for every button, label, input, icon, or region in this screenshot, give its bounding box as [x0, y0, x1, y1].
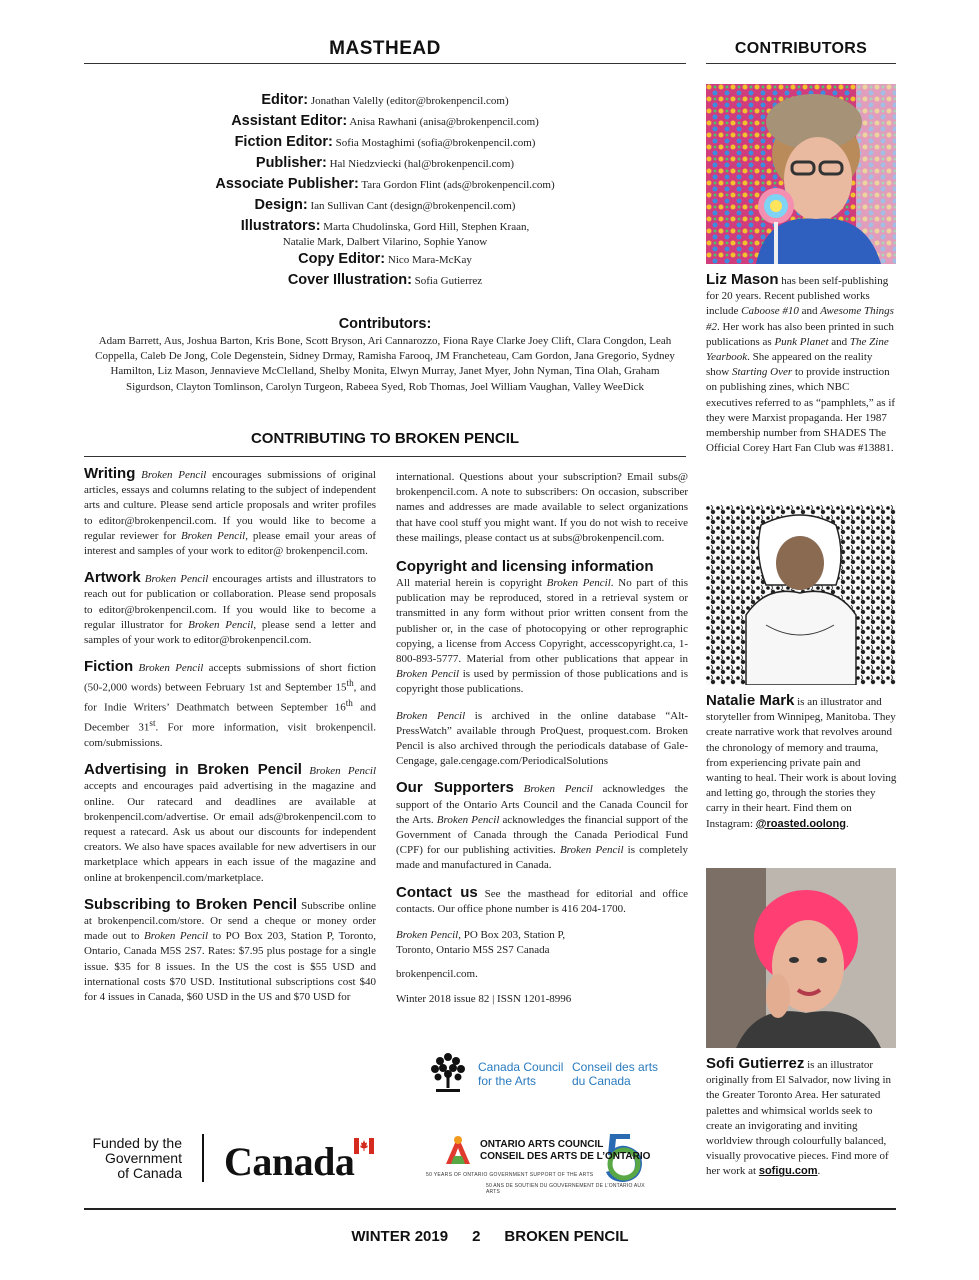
- credit-role: Publisher:: [255, 155, 327, 171]
- subscribing-text: Subscribe online at brokenpencil.com/store. Or send a cheque or money order made out to: [84, 899, 376, 943]
- funded-by-government: [84, 1136, 182, 1181]
- copyright-paragraph: [396, 557, 688, 698]
- mailing-address: [396, 928, 688, 958]
- fiction-text: accepts submissions of short fiction (50-2,000 words) between February 1st and September 15: [84, 662, 377, 695]
- bio-text: .: [845, 817, 849, 830]
- fiction-heading: Fiction: [84, 658, 134, 676]
- instagram-handle-link[interactable]: @roasted.oolong: [755, 817, 846, 830]
- address-line: Toronto, Ontario M5S 2S7 Canada: [396, 944, 550, 957]
- magazine-name: Broken Pencil: [396, 668, 460, 681]
- logo-text: for the Arts: [478, 1074, 537, 1088]
- logo-text: ONTARIO ARTS COUNCIL: [480, 1139, 604, 1150]
- sofi-gutierrez-photo: [706, 868, 896, 1048]
- credit-role: Cover Illustration:: [287, 272, 412, 288]
- subscribing-paragraph: [84, 897, 376, 1005]
- fiction-text: , and for Indie Writers’ Deathmatch between September 16: [84, 682, 376, 714]
- magazine-name: Broken Pencil: [396, 709, 466, 722]
- website-link[interactable]: sofigu.com: [758, 1165, 818, 1178]
- supporters-paragraph: [396, 780, 688, 873]
- work-title: Caboose #10: [741, 305, 799, 318]
- copyright-text: . No part of this publication may be reproduced, stored in a retrieval system or transmitted in any form without prior written consent from the publisher or, in the case of photocopying or other reprographic copying, a license from Access Copyright, accesscopyright.ca, 1-800-893-5777. Material from other publications that appear in: [396, 577, 688, 666]
- work-title: The Zine Yearbook: [706, 335, 889, 364]
- credit-role: Design:: [254, 197, 308, 213]
- credit-names: Sofia Mostaghimi (sofia@brokenpencil.com): [335, 137, 536, 149]
- contributors-block: [84, 316, 686, 395]
- credit-names: Anisa Rawhani (anisa@brokenpencil.com): [349, 116, 539, 128]
- liz-mason-photo: [706, 84, 896, 264]
- magazine-name: Broken Pencil: [546, 577, 611, 590]
- divider: [202, 1134, 204, 1182]
- credit-role: Editor:: [261, 92, 309, 108]
- magazine-name: Broken Pencil: [141, 469, 207, 481]
- subscribing-heading: Subscribing to Broken Pencil: [84, 895, 298, 913]
- contributors-list: Adam Barrett, Aus, Joshua Barton, Kris Bone, Scott Bryson, Ari Cannarozzo, Fiona Raye Clarke Joey Clift, Clara Congdon, Leah Coppella, Caleb De Jong, Cole Degenstein, Sidney Drmay, Ramisha Farooq, JM Francheteau, Cam Gordon, Jana Gregorio, Sydney Hamilton, Liz Mason, Jennavieve McClelland, Shelby Monita, Elwyn Murray, Janet Myer, John Nyman, Tina Olah, Graham Sigurdson, Clayton Tomlinson, Carolyn Turgeon, Rabeea Syed, Rob Thomas, Joel William Vaughan, Valley WeeDick: [95, 335, 675, 393]
- sofi-gutierrez-bio: [706, 1056, 898, 1180]
- bio-text: is an illustrator and storyteller from Winnipeg, Manitoba. They create narrative work that revolves around the chronology of memory and trauma, from experiencing private pain and wanting to heal. Their work is about loving and letting go, through the stories they carry in their heart. Find them on Instagram:: [706, 696, 897, 830]
- work-title: Awesome Things #2: [706, 305, 894, 333]
- credit-role: Illustrators:: [240, 218, 321, 234]
- magazine-name: Broken Pencil: [188, 618, 254, 631]
- writing-paragraph: [84, 466, 376, 559]
- work-title: Punk Planet: [774, 335, 829, 348]
- magazine-name: Broken Pencil: [144, 930, 209, 943]
- liz-mason-bio: [706, 272, 898, 456]
- footer-rule: [84, 1208, 896, 1210]
- credit-cover-illustration: [84, 270, 686, 291]
- subscribing-text: to PO Box 203, Station P, Toronto, Ontario, Canada M5S 2S7. Rates: $7.95 plus postage for a single issue. $35 for 8 issues. In the US the cost is $55 USD and international costs $70 USD. Institutional subscriptions cost $40 for 4 issues in Canada, $60 USD in the US and $70 USD for: [84, 930, 377, 1004]
- logo-text: du Canada: [572, 1074, 631, 1088]
- footer-season: WINTER 2019: [351, 1228, 449, 1245]
- canada-flag-icon: [354, 1138, 374, 1154]
- supporters-heading: Our Supporters: [396, 779, 514, 797]
- bio-text: . She appeared on the reality show: [706, 351, 873, 379]
- credit-names: Hal Niedzviecki (hal@brokenpencil.com): [329, 158, 515, 170]
- credit-role: Fiction Editor:: [234, 134, 333, 150]
- supporters-text: acknowledges the financial support of the Government of Canada through the Canada Periodical Fund (CPF) for our publishing activities.: [396, 813, 689, 857]
- credit-copy-editor: [84, 249, 686, 270]
- magazine-name: Broken Pencil: [144, 573, 209, 586]
- credit-names: Jonathan Valelly (editor@brokenpencil.com): [310, 95, 509, 107]
- left-column: [84, 466, 376, 1016]
- sofi-gutierrez-portrait: [706, 868, 896, 1048]
- oac-tagline-fr: 50 ANS DE SOUTIEN DU GOUVERNEMENT DE L’ONTARIO AUX ARTS: [486, 1183, 645, 1195]
- logo-text: Funded by the: [92, 1135, 182, 1151]
- writing-text: encourages submissions of original articles, essays and columns relating to the subject of independent arts and culture. Please send article proposals and writer profiles to editor@brokenpencil.com. If you would like to become a regular reviewer for: [84, 469, 376, 542]
- middle-column: [396, 470, 688, 1016]
- address-line: , PO Box 203, Station P,: [458, 929, 566, 942]
- credit-role: Associate Publisher:: [215, 176, 359, 192]
- advertising-paragraph: [84, 762, 376, 886]
- contributing-rule: [84, 456, 686, 457]
- credit-associate-publisher: [84, 174, 686, 195]
- fiction-text: . For more information, visit brokenpencil. com/submissions.: [84, 721, 376, 750]
- magazine-name: Broken Pencil: [138, 662, 204, 675]
- bio-text: is an illustrator originally from El Salvador, now living in the Greater Toronto Area. Her saturated palettes and whimsical worlds seek to create an invigorating and inviting worldview through colourfully balanced, visually provocative pieces. Find more of her work at: [706, 1059, 892, 1178]
- archive-paragraph: [396, 709, 688, 770]
- magazine-name: Broken Pencil: [180, 529, 246, 542]
- supporters-text: acknowledges the support of the Ontario Arts Council and the Canada Council for the Arts.: [396, 783, 689, 826]
- masthead-rule: [84, 63, 686, 64]
- canada-council-french: [572, 1060, 658, 1088]
- subscribing-continued: international. Questions about your subscription? Email subs@ brokenpencil.com. A note to subscribers: On occasion, subscriber names and addresses are made available to select organizations that have cool stuff you might want. If you do not wish to receive these mailings, please contact us at subs@brokenpencil.com.: [396, 471, 688, 544]
- fiction-paragraph: [84, 659, 376, 751]
- page-number: 2: [472, 1228, 481, 1245]
- bio-text: has been self-publishing for 20 years. Recent published works include: [706, 275, 889, 318]
- magazine-name: Broken Pencil: [559, 844, 624, 857]
- contact-heading: Contact us: [396, 883, 478, 901]
- canada-council-logo: [430, 1052, 670, 1098]
- magazine-name: Broken Pencil: [396, 929, 459, 942]
- oac-name: [480, 1139, 650, 1163]
- credit-design: [84, 195, 686, 216]
- artwork-text: encourages artists and illustrators to reach out for publication or collaboration. Please send proposals to editor@brokenpencil.com. If you would like to become a regular illustrator for: [84, 573, 377, 631]
- supporters-text: is completely made and manufactured in Canada.: [396, 844, 689, 872]
- fiction-text: and December 31: [84, 701, 376, 734]
- artwork-text: , please send a letter and samples of your work to editor@brokenpencil.com.: [84, 618, 376, 647]
- credit-names: Nico Mara-McKay: [387, 254, 472, 266]
- credit-editor: [84, 90, 686, 111]
- masthead-title: MASTHEAD: [329, 38, 441, 59]
- natalie-mark-bio: [706, 693, 898, 832]
- bio-text: and: [828, 335, 850, 348]
- writing-text: , please email your areas of interest and samples of your work to editor@ brokenpencil.com.: [84, 529, 377, 558]
- logo-text: CONSEIL DES ARTS DE L’ONTARIO: [480, 1151, 651, 1162]
- footer-magazine: BROKEN PENCIL: [504, 1228, 629, 1245]
- work-title: Starting Over: [731, 366, 793, 379]
- liz-mason-portrait: [706, 84, 896, 264]
- archive-text: is archived in the online database “Alt-PressWatch” available through ProQuest, proquest.com. Broken Pencil is also archived through the periodicals database of Gale-Cengage, gale.cengage.com/PeriodicalSolutions: [396, 709, 688, 768]
- oac-tagline-en: 50 YEARS OF ONTARIO GOVERNMENT SUPPORT OF THE ARTS: [426, 1172, 594, 1178]
- magazine-name: Broken Pencil: [436, 813, 500, 826]
- contributor-name: Natalie Mark: [706, 692, 795, 709]
- credit-illustrators: [84, 216, 686, 249]
- bio-text: .: [817, 1165, 821, 1178]
- canada-council-tree-icon: [430, 1052, 466, 1094]
- logo-text: Canada Council: [478, 1060, 564, 1074]
- advertising-heading: Advertising in Broken Pencil: [84, 761, 302, 779]
- writing-heading: Writing: [84, 465, 136, 482]
- credit-names: Ian Sullivan Cant (design@brokenpencil.com): [310, 200, 516, 212]
- canada-council-english: [478, 1060, 563, 1088]
- contact-paragraph: [396, 885, 688, 917]
- credit-names-line2: Natalie Mark, Dalbert Vilarino, Sophie Yanow: [282, 236, 488, 248]
- contributors-sidebar-title: CONTRIBUTORS: [734, 40, 868, 57]
- logo-text: Conseil des arts: [572, 1060, 659, 1074]
- credit-names: Marta Chudolinska, Gord Hill, Stephen Kraan,: [323, 221, 530, 233]
- contact-text: See the masthead for editorial and office contacts. Our office phone number is 416 204-1700.: [396, 887, 688, 915]
- artwork-paragraph: [84, 570, 376, 648]
- credit-role: Assistant Editor:: [231, 113, 348, 129]
- canada-wordmark: Canada: [224, 1139, 355, 1184]
- magazine-name: Broken Pencil: [309, 765, 377, 778]
- bio-text: to provide instruction on publishing zines, which NBC executives referred to as “pamphlets,” as if they were Marxist propaganda. Her 1987 membership number from SHADES The Official Corey Hart Fan Club was #13881.: [706, 366, 896, 455]
- ordinal: th: [346, 678, 354, 689]
- contributor-name: Sofi Gutierrez: [706, 1055, 805, 1072]
- logo-text: of Canada: [117, 1165, 182, 1181]
- contributing-title: CONTRIBUTING TO BROKEN PENCIL: [250, 430, 520, 447]
- ordinal: st: [149, 718, 156, 729]
- credit-assistant-editor: [84, 111, 686, 132]
- ontario-arts-council-logo: [424, 1130, 656, 1195]
- copyright-text: is used by permission of those publications and is copyright those publications.: [396, 668, 688, 696]
- issue-info: Winter 2018 issue 82 | ISSN 1201-8996: [396, 992, 572, 1005]
- natalie-mark-illustration: [706, 505, 896, 685]
- copyright-heading: Copyright and licensing information: [396, 558, 654, 576]
- artwork-heading: Artwork: [84, 569, 141, 587]
- website: brokenpencil.com.: [396, 968, 478, 981]
- contributors-title: Contributors:: [338, 316, 432, 332]
- logo-text: Government: [104, 1150, 182, 1166]
- natalie-mark-photo: [706, 505, 896, 685]
- credit-fiction-editor: [84, 132, 686, 153]
- credit-names: Sofia Gutierrez: [414, 275, 483, 287]
- advertising-text: accepts and encourages paid advertising in the magazine and online. Our ratecard and deadlines are available at brokenpencil.com/advertise. Or email ads@brokenpencil.com to request a ratecard. Ask us about our discounts for independent creators. We also have spaces available for new advertisers in our marketplace which appears in each issue of the magazine and online at brokenpencil.com/marketplace.: [84, 780, 376, 884]
- bio-text: . Her work has also been printed in such publications as: [706, 320, 894, 348]
- ordinal: th: [345, 698, 353, 709]
- credit-publisher: [84, 153, 686, 174]
- bio-text: and: [798, 305, 821, 318]
- contributors-sidebar-rule: [706, 63, 896, 64]
- page-footer: [84, 1228, 896, 1245]
- magazine-name: Broken Pencil: [523, 783, 593, 796]
- credit-names: Tara Gordon Flint (ads@brokenpencil.com): [361, 179, 555, 191]
- masthead-credits: [84, 90, 686, 291]
- credit-role: Copy Editor:: [298, 251, 386, 267]
- contributor-name: Liz Mason: [706, 271, 779, 288]
- copyright-text: All material herein is copyright: [396, 577, 547, 590]
